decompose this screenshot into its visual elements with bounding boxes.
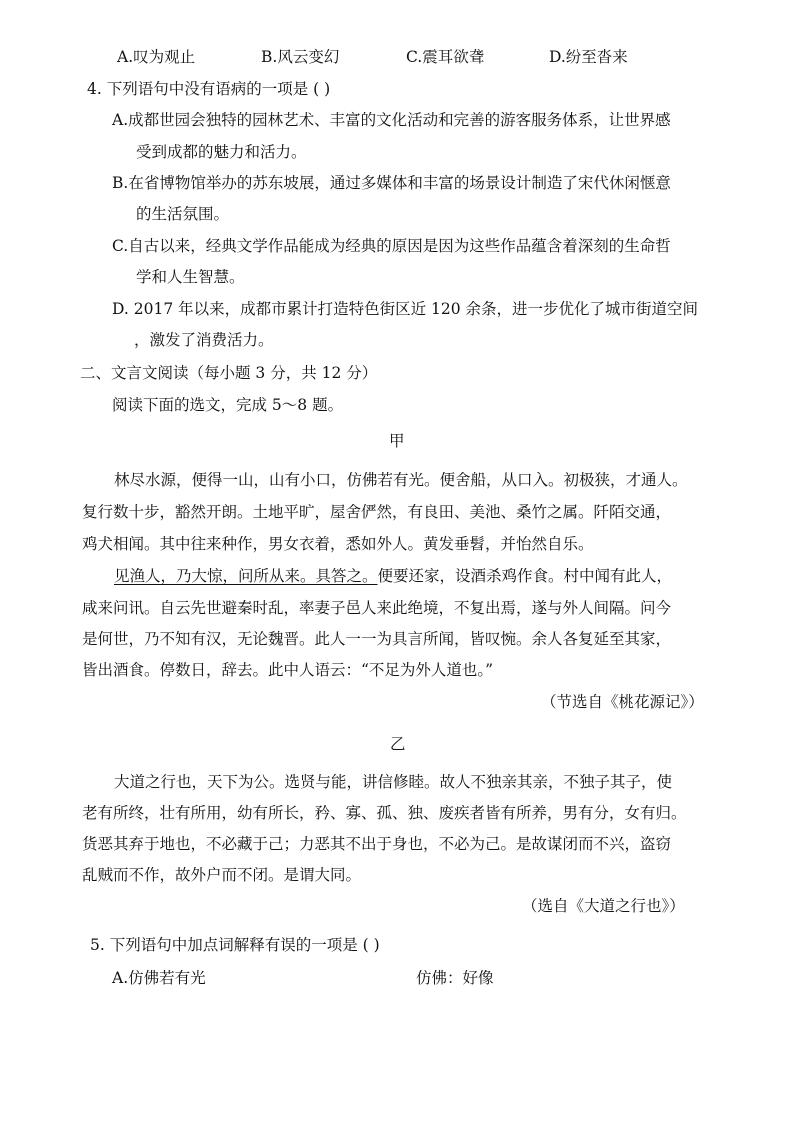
passage-jia-p2-line1-rest: 便要还家，设酒杀鸡作食。村中闻有此人，: [377, 567, 673, 585]
passage-jia-p1-line1: 林尽水源，便得一山，山有小口，仿佛若有光。便舍船，从口入。初极狭，才通人。: [114, 471, 688, 489]
q4-option-a-line1: A.成都世园会独特的园林艺术、丰富的文化活动和完善的游客服务体系，让世界感: [112, 111, 671, 129]
passage-jia-p2-line4: 皆出酒食。停数日，辞去。此中人语云：“不足为外人道也。”: [82, 661, 494, 679]
passage-yi-source: （选自《大道之行也》）: [522, 897, 685, 915]
q5-stem: 5. 下列语句中加点词解释有误的一项是 ( ): [90, 936, 380, 954]
q4-option-b-line2: 的生活氛围。: [136, 205, 230, 223]
passage-jia-title: 甲: [389, 432, 405, 450]
passage-yi-title: 乙: [390, 735, 406, 753]
q4-option-d-line1: D. 2017 年以来，成都市累计打造特色街区近 120 余条，进一步优化了城市街道空间: [112, 300, 699, 318]
section-heading: 二、文言文阅读（每小题 3 分，共 12 分）: [80, 364, 378, 382]
passage-yi-line2: 老有所终，壮有所用，幼有所长，矜、寡、孤、独、废疾者皆有所养，男有分，女有归。: [82, 804, 687, 822]
q4-stem: 4. 下列语句中没有语病的一项是 ( ): [87, 80, 331, 98]
q3-option-b: B.风云变幻: [261, 48, 340, 66]
q3-option-d: D.纷至沓来: [549, 48, 628, 66]
passage-jia-p2-line2: 咸来问讯。自云先世避秦时乱，率妻子邑人来此绝境，不复出焉，遂与外人间隔。问今: [82, 599, 672, 617]
passage-yi-line1: 大道之行也，天下为公。选贤与能，讲信修睦。故人不独亲其亲，不独子其子，使: [114, 773, 673, 791]
passage-yi-line3: 货恶其弃于地也，不必藏于己；力恶其不出于身也，不必为己。是故谋闭而不兴，盗窃: [82, 835, 672, 853]
q4-option-b-line1: B.在省博物馆举办的苏东坡展，通过多媒体和丰富的场景设计制造了宋代休闲惬意: [112, 174, 671, 192]
section-instruction: 阅读下面的选文，完成 5～8 题。: [112, 396, 344, 414]
q4-option-c-line1: C.自古以来，经典文学作品能成为经典的原因是因为这些作品蕴含着深刻的生命哲: [112, 237, 671, 255]
passage-jia-p1-line3: 鸡犬相闻。其中往来种作，男女衣着，悉如外人。黄发垂髫，并怡然自乐。: [82, 535, 594, 553]
underlined-sentence: 见渔人，乃大惊，问所从来。具答之。: [114, 567, 378, 585]
q4-option-d-line2: ，激发了消费活力。: [134, 331, 274, 349]
passage-jia-p1-line2: 复行数十步，豁然开朗。土地平旷，屋舍俨然，有良田、美池、桑竹之属。阡陌交通，: [82, 503, 672, 521]
q5-option-a-sentence: A.仿佛若有光: [112, 969, 206, 987]
passage-jia-p2-line3: 是何世，乃不知有汉，无论魏晋。此人一一为具言所闻，皆叹惋。余人各复延至其家，: [82, 630, 672, 648]
q5-option-a-gloss: 仿佛：好像: [416, 969, 494, 987]
q4-option-c-line2: 学和人生智慧。: [136, 268, 245, 286]
passage-jia-source: （节选自《桃花源记》）: [541, 693, 704, 711]
passage-yi-line4: 乱贼而不作，故外户而不闭。是谓大同。: [82, 866, 362, 884]
passage-jia-p2-line1: [114, 569, 672, 585]
q4-option-a-line2: 受到成都的魅力和活力。: [136, 143, 307, 161]
q3-option-a: A.叹为观止: [117, 48, 196, 66]
q3-option-c: C.震耳欲聋: [406, 48, 485, 66]
